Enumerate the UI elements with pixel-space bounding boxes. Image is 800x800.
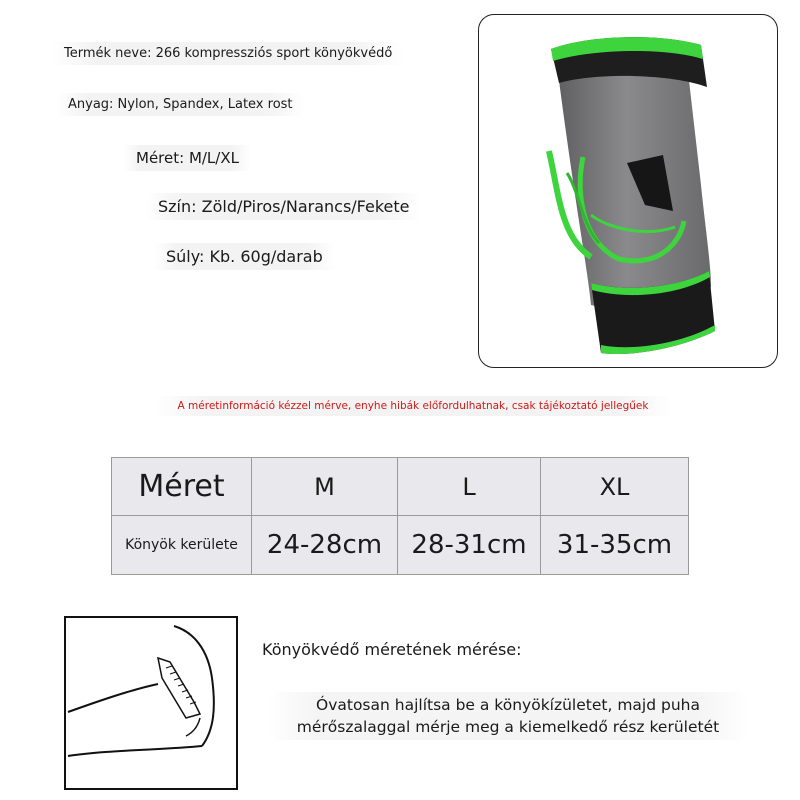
table-row <box>112 516 689 575</box>
product-name-line: Termék neve: 266 kompressziós sport könyökvédő <box>52 42 404 65</box>
size-m-value: 24-28cm <box>252 516 398 575</box>
product-photo <box>478 14 778 368</box>
size-header-l: L <box>398 458 541 516</box>
measuring-diagram <box>64 616 238 790</box>
size-table-header-row <box>112 458 689 516</box>
size-header-label: Méret <box>112 458 252 516</box>
size-header-m: M <box>252 458 398 516</box>
measure-title: Könyökvédő méretének mérése: <box>262 640 522 659</box>
size-header-xl: XL <box>541 458 689 516</box>
color-line: Szín: Zöld/Piros/Narancs/Fekete <box>146 193 422 220</box>
size-table <box>111 457 689 575</box>
weight-line: Súly: Kb. 60g/darab <box>154 243 335 270</box>
size-line: Méret: M/L/XL <box>124 145 251 171</box>
material-line: Anyag: Nylon, Spandex, Latex rost <box>56 93 305 116</box>
elbow-circumference-label: Könyök kerülete <box>112 516 252 575</box>
measurement-disclaimer: A méretinformáció kézzel mérve, enyhe hibák előfordulhatnak, csak tájékoztató jellegűek <box>154 396 672 416</box>
measure-instruction: Óvatosan hajlítsa be a könyökízületet, majd puha mérőszalaggal mérje meg a kiemelkedő rész kerületét <box>268 692 748 740</box>
size-l-value: 28-31cm <box>398 516 541 575</box>
arm-tape-measure-icon <box>66 618 236 788</box>
size-xl-value: 31-35cm <box>541 516 689 575</box>
elbow-sleeve-image <box>479 15 776 366</box>
